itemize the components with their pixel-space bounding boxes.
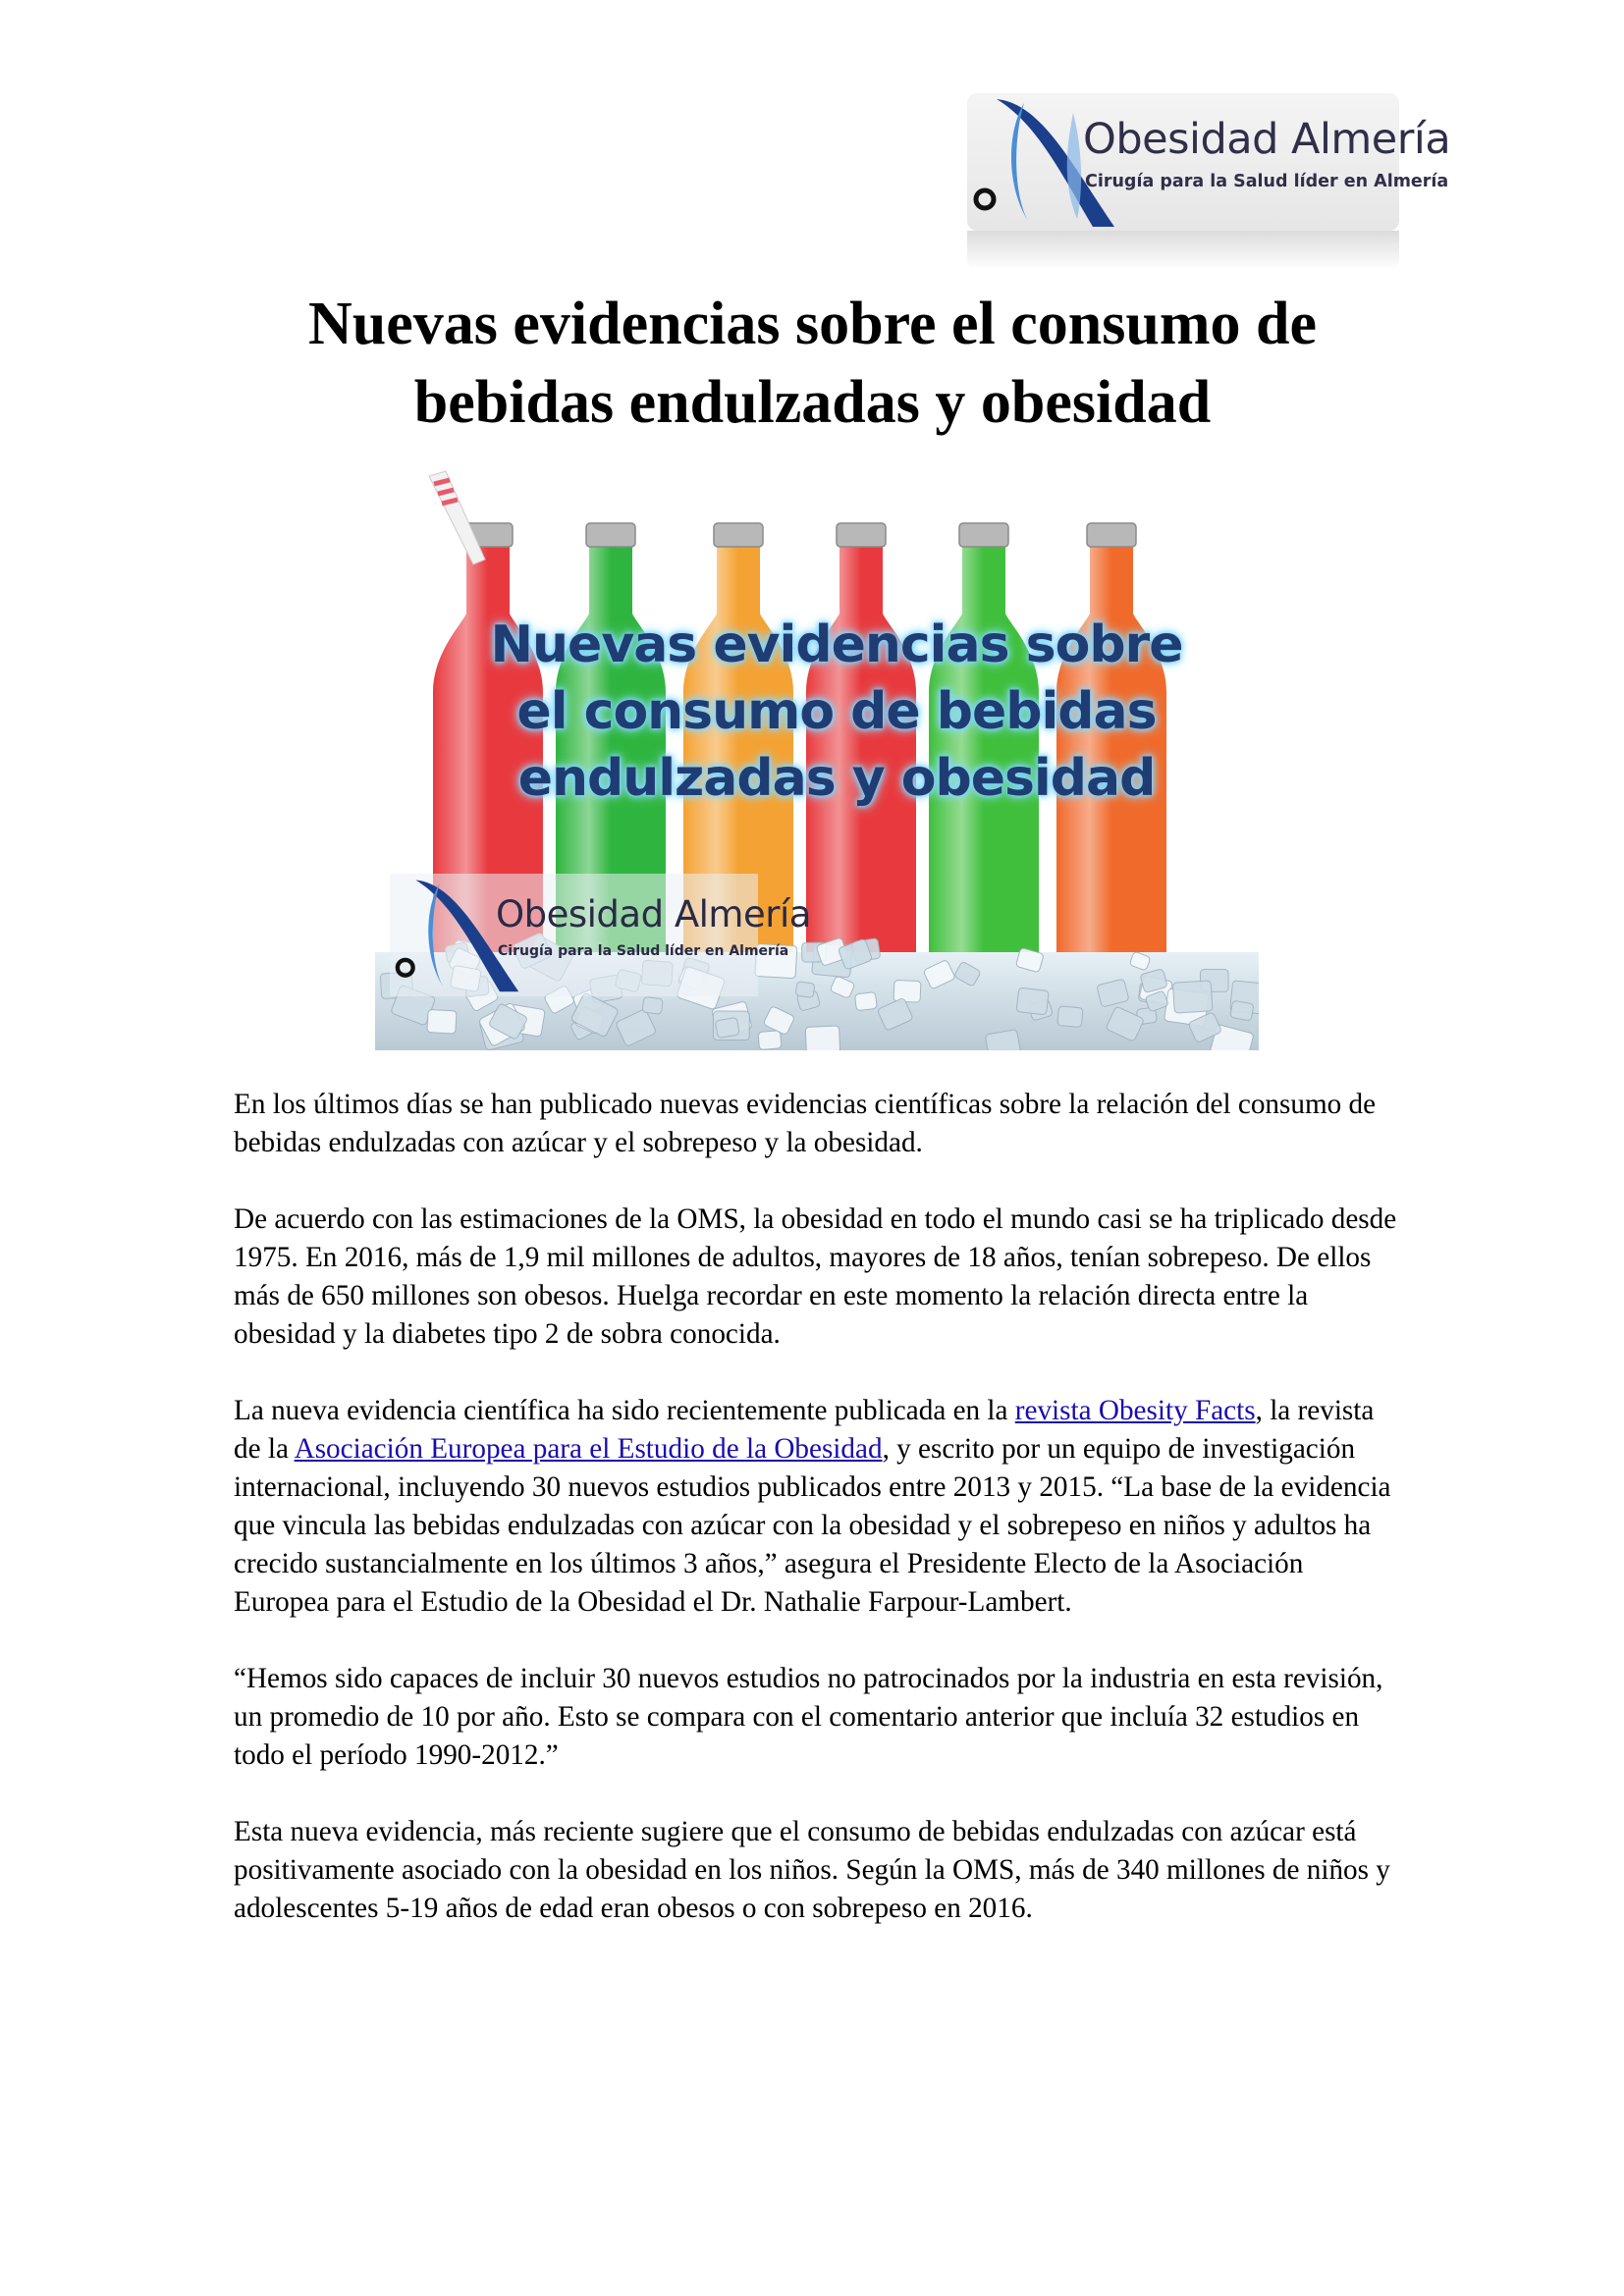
hero-overlay-line: endulzadas y obesidad: [517, 749, 1156, 808]
hero-image: [375, 466, 1259, 1050]
hero-overlay-text: [473, 612, 1200, 812]
paragraph: Esta nueva evidencia, más reciente sugiere que el consumo de bebidas endulzadas con azúcar está positivamente asociado con la obesidad en los niños. Según la OMS, más de 340 millones de niños y adolescentes 5-19 años de edad eran obesos o con sobrepeso en 2016.: [234, 1816, 1390, 1924]
hero-overlay-line: Nuevas evidencias sobre: [490, 615, 1183, 674]
hero-logo-tagline: Cirugía para la Salud líder en Almería: [498, 943, 789, 959]
logo-reflection: [967, 231, 1399, 270]
link-obesity-facts[interactable]: revista Obesity Facts: [1014, 1395, 1256, 1426]
paragraph-text: La nueva evidencia científica ha sido recientemente publicada en la: [234, 1395, 1015, 1426]
header-logo: [967, 93, 1451, 270]
link-easo[interactable]: Asociación Europea para el Estudio de la Obesidad: [294, 1433, 883, 1465]
paragraph-text: , la revista de la: [234, 1395, 1375, 1465]
paragraph-text: , y escrito por un equipo de investigación internacional, incluyendo 30 nuevos estudios publicados entre 2013 y 2015. “La base de la evidencia que vincula las bebidas endulzadas con azúcar con la obesidad y el sobrepeso en niños y adultos ha crecido sustancialmente en los últimos 3 años,” asegura el Presidente Electo de la Asociación Europea para el Estudio de la Obesidad el Dr. Nathalie Farpour-Lambert.: [234, 1433, 1391, 1618]
logo-name: Obesidad Almería: [1083, 115, 1451, 164]
logo-tagline: Cirugía para la Salud líder en Almería: [1085, 172, 1449, 191]
paragraph: En los últimos días se han publicado nuevas evidencias científicas sobre la relación del consumo de bebidas endulzadas con azúcar y el sobrepeso y la obesidad.: [234, 1089, 1377, 1158]
page-title: Nuevas evidencias sobre el consumo de bebidas endulzadas y obesidad: [307, 291, 1318, 436]
paragraph: “Hemos sido capaces de incluir 30 nuevos estudios no patrocinados por la industria en esta revisión, un promedio de 10 por año. Esto se compara con el comentario anterior que incluía 32 estudios en todo el período 1990-2012.”: [234, 1663, 1383, 1771]
hero-logo-name: Obesidad Almería: [496, 893, 811, 935]
paragraph: [234, 1392, 1402, 1622]
article-body: [234, 1086, 1402, 1966]
hero-overlay-line: el consumo de bebidas: [516, 682, 1157, 741]
paragraph: De acuerdo con las estimaciones de la OMS, la obesidad en todo el mundo casi se ha triplicado desde 1975. En 2016, más de 1,9 mil millones de adultos, mayores de 18 años, tenían sobrepeso. De ellos más de 650 millones son obesos. Huelga recordar en este momento la relación directa entre la obesidad y la diabetes tipo 2 de sobra conocida.: [234, 1203, 1397, 1350]
hero-logo: [390, 874, 811, 996]
